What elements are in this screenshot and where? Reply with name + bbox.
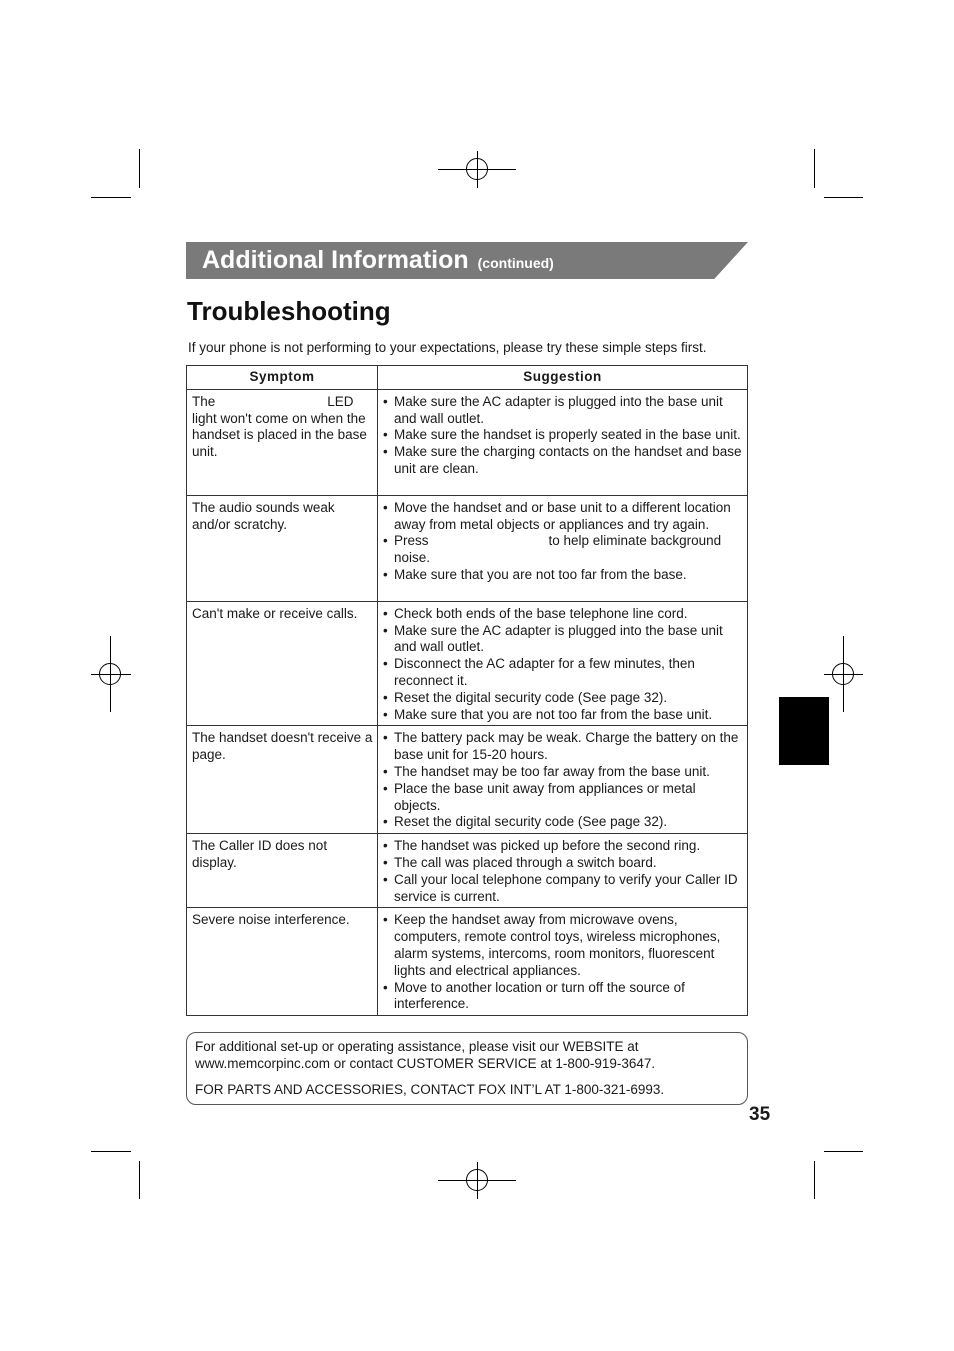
symptom-cell: Severe noise interference.	[187, 908, 378, 1016]
suggestion-list	[383, 912, 743, 1013]
list-item: • The call was placed through a switch board.	[383, 855, 743, 872]
section-tab-marker	[779, 697, 829, 765]
suggestion-list	[383, 838, 743, 905]
page-title: Troubleshooting	[187, 296, 391, 326]
suggestion-list	[383, 500, 743, 584]
list-item: • Reset the digital security code (See page 32).	[383, 690, 743, 707]
list-item: • Reset the digital security code (See page 32).	[383, 814, 743, 831]
list-item: • Keep the handset away from microwave ovens, computers, remote control toys, wireless microphones, alarm systems, intercoms, room monitors, fluorescent lights and electrical appliances.	[383, 912, 743, 979]
list-item: • Make sure the AC adapter is plugged into the base unit and wall outlet.	[383, 394, 743, 428]
crop-mark-bottom-left-v	[139, 1161, 140, 1199]
list-item: • Make sure the handset is properly seated in the base unit.	[383, 427, 743, 444]
column-header-symptom: Symptom	[187, 366, 378, 390]
banner-title: Additional Information	[202, 246, 469, 274]
suggestion-list	[383, 394, 743, 478]
crop-mark-top-left-h	[91, 197, 131, 198]
list-item: • Press to help eliminate background noise.	[383, 533, 743, 567]
list-item: • Make sure the AC adapter is plugged into the base unit and wall outlet.	[383, 623, 743, 657]
symptom-cell: The handset doesn't receive a page.	[187, 726, 378, 834]
suggestion-cell	[378, 495, 748, 601]
list-item: • Move to another location or turn off the source of interference.	[383, 980, 743, 1014]
section-banner-text	[202, 244, 554, 277]
banner-subtitle: (continued)	[477, 255, 554, 271]
info-parts-text: FOR PARTS AND ACCESSORIES, CONTACT FOX INT’L AT 1-800-321-6993.	[195, 1082, 665, 1097]
list-item: • Call your local telephone company to verify your Caller ID service is current.	[383, 872, 743, 906]
table-row	[187, 908, 748, 1016]
list-item: • Move the handset and or base unit to a different location away from metal objects or appliances and try again.	[383, 500, 743, 534]
table-header-row	[187, 366, 748, 390]
page-number: 35	[749, 1104, 771, 1125]
table-row	[187, 726, 748, 834]
symptom-cell: The audio sounds weak and/or scratchy.	[187, 495, 378, 601]
list-item: • Make sure that you are not too far from the base.	[383, 567, 743, 584]
suggestion-cell	[378, 389, 748, 495]
suggestion-list	[383, 606, 743, 724]
symptom-cell: The LED light won't come on when the handset is placed in the base unit.	[187, 389, 378, 495]
list-item: • The handset may be too far away from the base unit.	[383, 764, 743, 781]
list-item: • Place the base unit away from appliances or metal objects.	[383, 781, 743, 815]
suggestion-cell	[378, 601, 748, 726]
suggestion-cell	[378, 726, 748, 834]
crop-mark-bottom-right-h	[824, 1151, 863, 1152]
table-row	[187, 389, 748, 495]
table-row	[187, 495, 748, 601]
crop-mark-bottom-right-v	[814, 1161, 815, 1199]
troubleshooting-table	[186, 365, 748, 1016]
list-item: • Check both ends of the base telephone line cord.	[383, 606, 743, 623]
crop-mark-bottom-left-h	[91, 1151, 131, 1152]
crop-mark-top-left-v	[139, 149, 140, 188]
symptom-cell: Can't make or receive calls.	[187, 601, 378, 726]
suggestion-list	[383, 730, 743, 831]
list-item: • The battery pack may be weak. Charge the battery on the base unit for 15-20 hours.	[383, 730, 743, 764]
crop-mark-top-right-v	[814, 149, 815, 188]
intro-text: If your phone is not performing to your expectations, please try these simple steps first.	[188, 340, 707, 355]
suggestion-cell	[378, 834, 748, 908]
suggestion-cell	[378, 908, 748, 1016]
list-item: • The handset was picked up before the second ring.	[383, 838, 743, 855]
list-item: • Make sure that you are not too far from the base unit.	[383, 707, 743, 724]
info-assistance-text: For additional set-up or operating assistance, please visit our WEBSITE at www.memcorpinc.com or contact CUSTOMER SERVICE at 1-800-919-3647.	[195, 1039, 656, 1071]
list-item: • Make sure the charging contacts on the handset and base unit are clean.	[383, 444, 743, 478]
table-row	[187, 834, 748, 908]
symptom-cell: The Caller ID does not display.	[187, 834, 378, 908]
crop-mark-top-right-h	[824, 197, 863, 198]
list-item: • Disconnect the AC adapter for a few minutes, then reconnect it.	[383, 656, 743, 690]
column-header-suggestion: Suggestion	[378, 366, 748, 390]
table-row	[187, 601, 748, 726]
info-box	[186, 1032, 748, 1105]
